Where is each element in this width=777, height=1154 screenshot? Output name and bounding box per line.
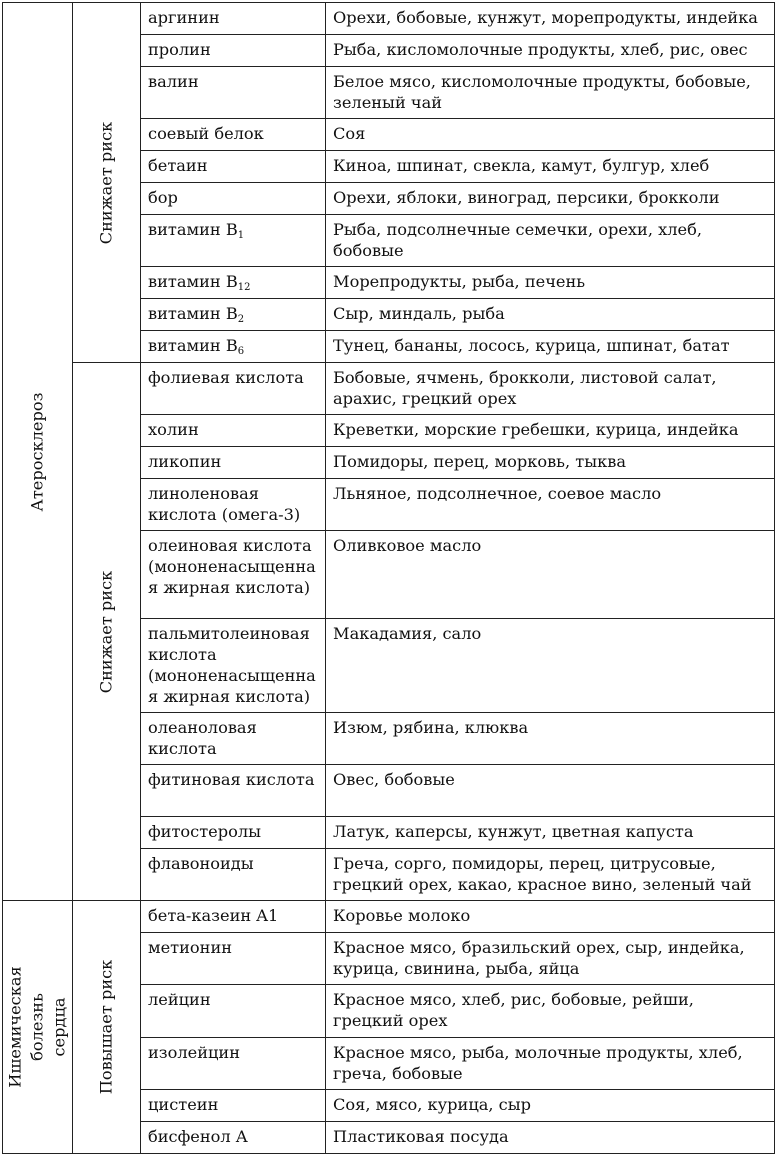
substance-name: бор xyxy=(148,188,178,207)
food-sources-cell: Белое мясо, кисломолочные продукты, бобовые, зеленый чай xyxy=(326,67,775,119)
food-sources-cell: Овес, бобовые xyxy=(326,765,775,817)
substance-cell xyxy=(141,447,326,479)
substance-cell xyxy=(141,415,326,447)
substance-cell xyxy=(141,901,326,933)
disease-group-label: Ишемическая болезнь сердца xyxy=(5,966,69,1088)
substance-name: холин xyxy=(148,420,199,439)
vitamin-subscript: 6 xyxy=(237,346,245,357)
food-sources-cell: Изюм, рябина, клюква xyxy=(326,713,775,765)
food-sources-cell: Тунец, бананы, лосось, курица, шпинат, батат xyxy=(326,331,775,363)
substance-cell xyxy=(141,1089,326,1121)
food-sources-cell: Орехи, бобовые, кунжут, морепродукты, индейка xyxy=(326,3,775,35)
food-sources-cell: Макадамия, сало xyxy=(326,619,775,713)
substance-name: витамин B xyxy=(148,304,238,323)
substance-name: бетаин xyxy=(148,156,208,175)
substance-name: фолиевая кислота xyxy=(148,368,304,387)
substance-cell xyxy=(141,479,326,531)
food-sources-cell: Соя xyxy=(326,119,775,151)
substance-cell xyxy=(141,67,326,119)
substance-name: пальмитолеиновая кислота (мононенасыщенная жирная кислота) xyxy=(148,624,316,706)
food-sources-cell: Красное мясо, рыба, молочные продукты, хлеб, греча, бобовые xyxy=(326,1037,775,1089)
food-sources-cell: Красное мясо, бразильский орех, сыр, индейка, курица, свинина, рыба, яйца xyxy=(326,933,775,985)
food-sources-cell: Морепродукты, рыба, печень xyxy=(326,267,775,299)
substance-name: фитиновая кислота xyxy=(148,770,315,789)
vitamin-subscript: 2 xyxy=(237,314,245,325)
substance-name: лейцин xyxy=(148,990,211,1010)
table-row xyxy=(3,363,775,415)
risk-effect-label: Повышает риск xyxy=(96,959,116,1095)
nutrition-risk-table xyxy=(2,2,775,1154)
substance-cell xyxy=(141,531,326,619)
substance-name: фитостеролы xyxy=(148,822,262,841)
substance-cell xyxy=(141,1121,326,1153)
food-sources-cell: Пластиковая посуда xyxy=(326,1121,775,1153)
substance-name: витамин B xyxy=(148,272,238,291)
risk-effect-label: Снижает риск xyxy=(96,570,116,693)
substance-cell xyxy=(141,151,326,183)
risk-effect-cell xyxy=(73,363,141,901)
substance-cell xyxy=(141,267,326,299)
substance-cell xyxy=(141,933,326,985)
substance-name: бисфенол A xyxy=(148,1126,248,1146)
substance-cell xyxy=(141,35,326,67)
substance-name: витамин B xyxy=(148,336,238,355)
substance-name: олеаноловая кислота xyxy=(148,718,257,758)
substance-name: соевый белок xyxy=(148,124,264,143)
food-sources-cell: Соя, мясо, курица, сыр xyxy=(326,1089,775,1121)
substance-cell xyxy=(141,363,326,415)
substance-cell xyxy=(141,215,326,267)
substance-name: витамин B xyxy=(148,220,238,239)
substance-name: валин xyxy=(148,72,199,91)
substance-cell xyxy=(141,619,326,713)
risk-effect-label: Снижает риск xyxy=(96,121,116,244)
table-row xyxy=(3,901,775,933)
food-sources-cell: Сыр, миндаль, рыба xyxy=(326,299,775,331)
substance-name: цистеин xyxy=(148,1094,219,1114)
food-sources-cell: Орехи, яблоки, виноград, персики, брокколи xyxy=(326,183,775,215)
substance-cell xyxy=(141,3,326,35)
food-sources-cell: Латук, каперсы, кунжут, цветная капуста xyxy=(326,817,775,849)
substance-name: флавоноиды xyxy=(148,854,254,873)
disease-group-cell xyxy=(3,3,73,901)
risk-effect-cell xyxy=(73,901,141,1154)
substance-name: аргинин xyxy=(148,8,220,27)
food-sources-cell: Красное мясо, хлеб, рис, бобовые, рейши, грецкий орех xyxy=(326,985,775,1037)
table-row xyxy=(3,3,775,35)
food-sources-cell: Льняное, подсолнечное, соевое масло xyxy=(326,479,775,531)
substance-name: ликопин xyxy=(148,452,222,471)
substance-cell xyxy=(141,713,326,765)
substance-cell xyxy=(141,765,326,817)
substance-name: изолейцин xyxy=(148,1042,241,1062)
food-sources-cell: Рыба, кисломолочные продукты, хлеб, рис, овес xyxy=(326,35,775,67)
substance-cell xyxy=(141,1037,326,1089)
risk-effect-cell xyxy=(73,3,141,363)
food-sources-cell: Креветки, морские гребешки, курица, индейка xyxy=(326,415,775,447)
vitamin-subscript: 1 xyxy=(237,230,245,241)
substance-name: линоленовая кислота (омега-3) xyxy=(148,484,301,524)
substance-cell xyxy=(141,119,326,151)
disease-group-cell xyxy=(3,901,73,1154)
substance-cell xyxy=(141,985,326,1037)
substance-name: бета-казеин A1 xyxy=(148,906,279,925)
substance-name: олеиновая кислота (мононенасыщенная жирная кислота) xyxy=(148,536,316,597)
substance-name: метионин xyxy=(148,938,233,958)
food-sources-cell: Оливковое масло xyxy=(326,531,775,619)
food-sources-cell: Помидоры, перец, морковь, тыква xyxy=(326,447,775,479)
food-sources-cell: Рыба, подсолнечные семечки, орехи, хлеб, бобовые xyxy=(326,215,775,267)
substance-cell xyxy=(141,817,326,849)
food-sources-cell: Греча, сорго, помидоры, перец, цитрусовые, грецкий орех, какао, красное вино, зеленый чай xyxy=(326,849,775,901)
substance-cell xyxy=(141,849,326,901)
vitamin-subscript: 12 xyxy=(237,282,251,293)
disease-group-label: Атеросклероз xyxy=(27,392,47,511)
substance-cell xyxy=(141,331,326,363)
substance-name: пролин xyxy=(148,40,211,59)
substance-cell xyxy=(141,183,326,215)
substance-cell xyxy=(141,299,326,331)
food-sources-cell: Киноа, шпинат, свекла, камут, булгур, хлеб xyxy=(326,151,775,183)
food-sources-cell: Коровье молоко xyxy=(326,901,775,933)
food-sources-cell: Бобовые, ячмень, брокколи, листовой салат, арахис, грецкий орех xyxy=(326,363,775,415)
